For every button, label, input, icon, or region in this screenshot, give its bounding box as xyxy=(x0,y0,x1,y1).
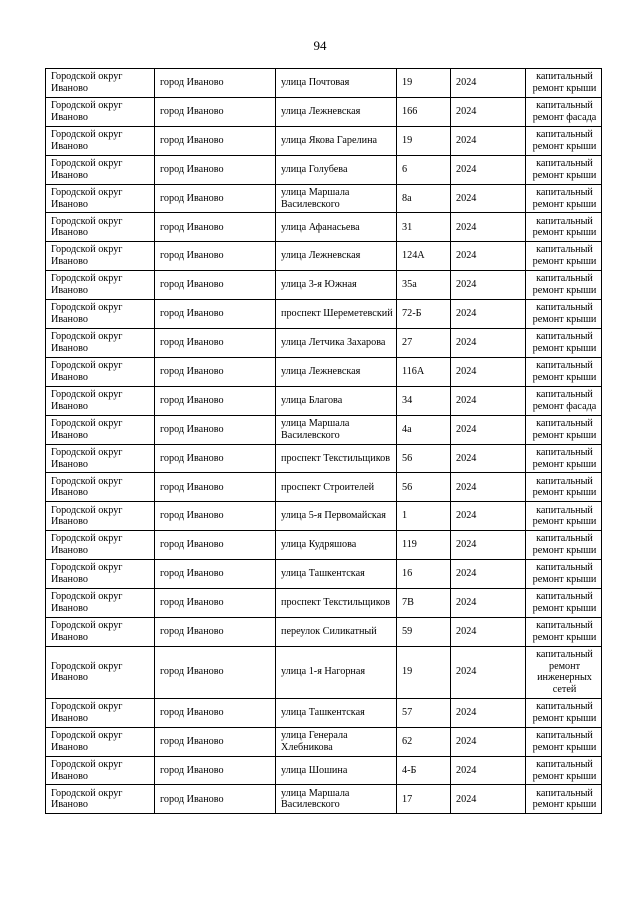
table-body xyxy=(46,69,602,814)
work-type-cell: капитальный ремонт крыши xyxy=(526,69,602,98)
city-cell: город Иваново xyxy=(155,756,276,785)
work-type-cell: капитальный ремонт крыши xyxy=(526,444,602,473)
street-cell: улица Ташкентская xyxy=(276,698,397,727)
table-row xyxy=(46,646,602,698)
street-cell: улица Ташкентская xyxy=(276,560,397,589)
street-cell: улица Благова xyxy=(276,386,397,415)
street-cell: улица Лежневская xyxy=(276,357,397,386)
street-cell: улица Афанасьева xyxy=(276,213,397,242)
street-cell: улица Шошина xyxy=(276,756,397,785)
house-number-cell: 116А xyxy=(397,357,451,386)
work-type-cell: капитальный ремонт крыши xyxy=(526,126,602,155)
house-number-cell: 62 xyxy=(397,727,451,756)
city-cell: город Иваново xyxy=(155,184,276,213)
city-cell: город Иваново xyxy=(155,560,276,589)
table-row xyxy=(46,213,602,242)
work-type-cell: капитальный ремонт крыши xyxy=(526,415,602,444)
year-cell: 2024 xyxy=(451,386,526,415)
year-cell: 2024 xyxy=(451,69,526,98)
city-cell: город Иваново xyxy=(155,155,276,184)
city-cell: город Иваново xyxy=(155,502,276,531)
year-cell: 2024 xyxy=(451,97,526,126)
street-cell: улица Якова Гарелина xyxy=(276,126,397,155)
table-row xyxy=(46,473,602,502)
house-number-cell: 6 xyxy=(397,155,451,184)
city-cell: город Иваново xyxy=(155,727,276,756)
city-cell: город Иваново xyxy=(155,531,276,560)
city-cell: город Иваново xyxy=(155,646,276,698)
year-cell: 2024 xyxy=(451,184,526,213)
house-number-cell: 4-Б xyxy=(397,756,451,785)
city-cell: город Иваново xyxy=(155,386,276,415)
municipal-district-cell: Городской округ Иваново xyxy=(46,415,155,444)
street-cell: улица Лежневская xyxy=(276,97,397,126)
municipal-district-cell: Городской округ Иваново xyxy=(46,357,155,386)
city-cell: город Иваново xyxy=(155,300,276,329)
work-type-cell: капитальный ремонт крыши xyxy=(526,213,602,242)
street-cell: улица Голубева xyxy=(276,155,397,184)
year-cell: 2024 xyxy=(451,357,526,386)
house-number-cell: 19 xyxy=(397,126,451,155)
work-type-cell: капитальный ремонт крыши xyxy=(526,184,602,213)
work-type-cell: капитальный ремонт крыши xyxy=(526,271,602,300)
year-cell: 2024 xyxy=(451,444,526,473)
street-cell: улица 3-я Южная xyxy=(276,271,397,300)
table-row xyxy=(46,444,602,473)
table-row xyxy=(46,589,602,618)
street-cell: улица Летчика Захарова xyxy=(276,329,397,358)
year-cell: 2024 xyxy=(451,473,526,502)
municipal-district-cell: Городской округ Иваново xyxy=(46,184,155,213)
house-number-cell: 72-Б xyxy=(397,300,451,329)
table-row xyxy=(46,727,602,756)
year-cell: 2024 xyxy=(451,213,526,242)
municipal-district-cell: Городской округ Иваново xyxy=(46,271,155,300)
street-cell: улица Почтовая xyxy=(276,69,397,98)
table-row xyxy=(46,531,602,560)
municipal-district-cell: Городской округ Иваново xyxy=(46,727,155,756)
house-number-cell: 27 xyxy=(397,329,451,358)
municipal-district-cell: Городской округ Иваново xyxy=(46,386,155,415)
city-cell: город Иваново xyxy=(155,617,276,646)
work-type-cell: капитальный ремонт крыши xyxy=(526,300,602,329)
work-type-cell: капитальный ремонт крыши xyxy=(526,589,602,618)
work-type-cell: капитальный ремонт фасада xyxy=(526,97,602,126)
table-row xyxy=(46,155,602,184)
table-row xyxy=(46,415,602,444)
table-row xyxy=(46,386,602,415)
municipal-district-cell: Городской округ Иваново xyxy=(46,213,155,242)
house-number-cell: 57 xyxy=(397,698,451,727)
house-number-cell: 59 xyxy=(397,617,451,646)
street-cell: проспект Строителей xyxy=(276,473,397,502)
table-row xyxy=(46,698,602,727)
table-row xyxy=(46,97,602,126)
city-cell: город Иваново xyxy=(155,271,276,300)
work-type-cell: капитальный ремонт крыши xyxy=(526,727,602,756)
work-type-cell: капитальный ремонт крыши xyxy=(526,473,602,502)
house-number-cell: 4а xyxy=(397,415,451,444)
table-row xyxy=(46,300,602,329)
year-cell: 2024 xyxy=(451,415,526,444)
municipal-district-cell: Городской округ Иваново xyxy=(46,242,155,271)
work-type-cell: капитальный ремонт крыши xyxy=(526,560,602,589)
year-cell: 2024 xyxy=(451,756,526,785)
house-number-cell: 56 xyxy=(397,444,451,473)
table-row xyxy=(46,502,602,531)
city-cell: город Иваново xyxy=(155,589,276,618)
work-type-cell: капитальный ремонт крыши xyxy=(526,242,602,271)
municipal-district-cell: Городской округ Иваново xyxy=(46,69,155,98)
city-cell: город Иваново xyxy=(155,785,276,814)
work-type-cell: капитальный ремонт крыши xyxy=(526,756,602,785)
page-number: 94 xyxy=(313,38,327,53)
street-cell: улица 1-я Нагорная xyxy=(276,646,397,698)
city-cell: город Иваново xyxy=(155,97,276,126)
table-row xyxy=(46,617,602,646)
year-cell: 2024 xyxy=(451,531,526,560)
city-cell: город Иваново xyxy=(155,213,276,242)
work-type-cell: капитальный ремонт крыши xyxy=(526,357,602,386)
table-row xyxy=(46,126,602,155)
municipal-district-cell: Городской округ Иваново xyxy=(46,300,155,329)
city-cell: город Иваново xyxy=(155,126,276,155)
city-cell: город Иваново xyxy=(155,242,276,271)
table-row xyxy=(46,69,602,98)
work-type-cell: капитальный ремонт крыши xyxy=(526,329,602,358)
year-cell: 2024 xyxy=(451,300,526,329)
street-cell: улица Маршала Василевского xyxy=(276,415,397,444)
house-number-cell: 34 xyxy=(397,386,451,415)
year-cell: 2024 xyxy=(451,727,526,756)
table-row xyxy=(46,184,602,213)
municipal-district-cell: Городской округ Иваново xyxy=(46,756,155,785)
year-cell: 2024 xyxy=(451,271,526,300)
year-cell: 2024 xyxy=(451,617,526,646)
year-cell: 2024 xyxy=(451,502,526,531)
year-cell: 2024 xyxy=(451,242,526,271)
house-number-cell: 19 xyxy=(397,646,451,698)
municipal-district-cell: Городской округ Иваново xyxy=(46,329,155,358)
municipal-district-cell: Городской округ Иваново xyxy=(46,560,155,589)
municipal-district-cell: Городской округ Иваново xyxy=(46,155,155,184)
city-cell: город Иваново xyxy=(155,415,276,444)
municipal-district-cell: Городской округ Иваново xyxy=(46,646,155,698)
year-cell: 2024 xyxy=(451,698,526,727)
work-type-cell: капитальный ремонт крыши xyxy=(526,617,602,646)
year-cell: 2024 xyxy=(451,329,526,358)
repair-schedule-table xyxy=(45,68,602,814)
city-cell: город Иваново xyxy=(155,69,276,98)
house-number-cell: 16 xyxy=(397,560,451,589)
street-cell: улица Генерала Хлебникова xyxy=(276,727,397,756)
municipal-district-cell: Городской округ Иваново xyxy=(46,785,155,814)
year-cell: 2024 xyxy=(451,589,526,618)
street-cell: улица Маршала Василевского xyxy=(276,785,397,814)
work-type-cell: капитальный ремонт крыши xyxy=(526,502,602,531)
house-number-cell: 35а xyxy=(397,271,451,300)
municipal-district-cell: Городской округ Иваново xyxy=(46,97,155,126)
work-type-cell: капитальный ремонт крыши xyxy=(526,698,602,727)
municipal-district-cell: Городской округ Иваново xyxy=(46,617,155,646)
municipal-district-cell: Городской округ Иваново xyxy=(46,473,155,502)
work-type-cell: капитальный ремонт крыши xyxy=(526,155,602,184)
work-type-cell: капитальный ремонт инженерных сетей xyxy=(526,646,602,698)
house-number-cell: 8а xyxy=(397,184,451,213)
street-cell: улица Лежневская xyxy=(276,242,397,271)
house-number-cell: 166 xyxy=(397,97,451,126)
street-cell: переулок Силикатный xyxy=(276,617,397,646)
city-cell: город Иваново xyxy=(155,698,276,727)
street-cell: проспект Текстильщиков xyxy=(276,444,397,473)
work-type-cell: капитальный ремонт фасада xyxy=(526,386,602,415)
municipal-district-cell: Городской округ Иваново xyxy=(46,531,155,560)
table-row xyxy=(46,271,602,300)
house-number-cell: 7В xyxy=(397,589,451,618)
street-cell: улица 5-я Первомайская xyxy=(276,502,397,531)
year-cell: 2024 xyxy=(451,646,526,698)
table-row xyxy=(46,756,602,785)
table-row xyxy=(46,785,602,814)
street-cell: улица Маршала Василевского xyxy=(276,184,397,213)
municipal-district-cell: Городской округ Иваново xyxy=(46,698,155,727)
street-cell: проспект Шереметевский xyxy=(276,300,397,329)
work-type-cell: капитальный ремонт крыши xyxy=(526,785,602,814)
table-row xyxy=(46,357,602,386)
house-number-cell: 119 xyxy=(397,531,451,560)
municipal-district-cell: Городской округ Иваново xyxy=(46,589,155,618)
city-cell: город Иваново xyxy=(155,329,276,358)
table-row xyxy=(46,242,602,271)
year-cell: 2024 xyxy=(451,155,526,184)
house-number-cell: 56 xyxy=(397,473,451,502)
street-cell: проспект Текстильщиков xyxy=(276,589,397,618)
house-number-cell: 19 xyxy=(397,69,451,98)
city-cell: город Иваново xyxy=(155,473,276,502)
year-cell: 2024 xyxy=(451,785,526,814)
year-cell: 2024 xyxy=(451,560,526,589)
municipal-district-cell: Городской округ Иваново xyxy=(46,126,155,155)
city-cell: город Иваново xyxy=(155,444,276,473)
municipal-district-cell: Городской округ Иваново xyxy=(46,502,155,531)
house-number-cell: 124А xyxy=(397,242,451,271)
year-cell: 2024 xyxy=(451,126,526,155)
work-type-cell: капитальный ремонт крыши xyxy=(526,531,602,560)
municipal-district-cell: Городской округ Иваново xyxy=(46,444,155,473)
house-number-cell: 17 xyxy=(397,785,451,814)
street-cell: улица Кудряшова xyxy=(276,531,397,560)
table-row xyxy=(46,329,602,358)
house-number-cell: 31 xyxy=(397,213,451,242)
table-row xyxy=(46,560,602,589)
city-cell: город Иваново xyxy=(155,357,276,386)
house-number-cell: 1 xyxy=(397,502,451,531)
